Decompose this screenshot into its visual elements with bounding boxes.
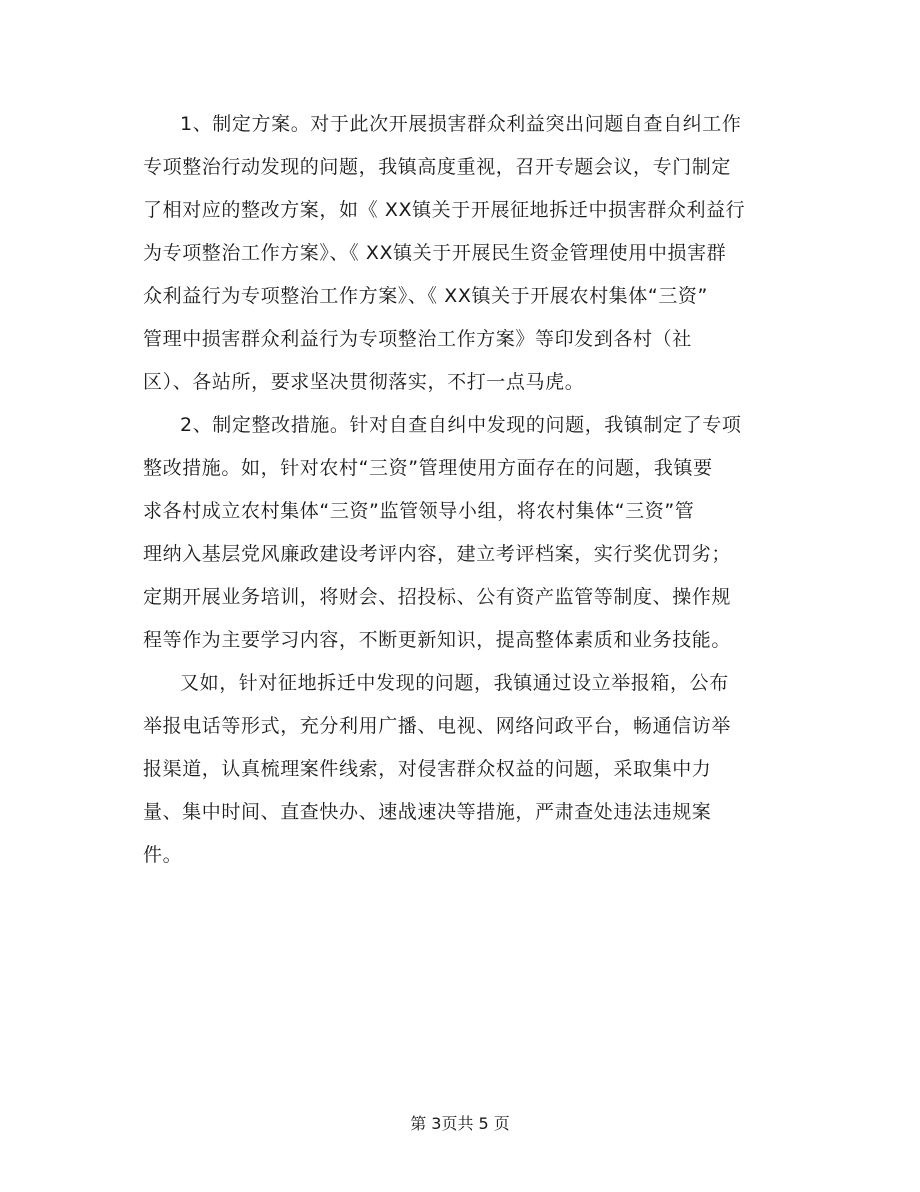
paragraph-2-line-4: 理纳入基层党风廉政建设考评内容，建立考评档案，实行奖优罚劣； bbox=[143, 543, 732, 565]
paragraph-3-line-3: 报渠道，认真梳理案件线索，对侵害群众权益的问题，采取集中力 bbox=[143, 758, 712, 780]
paragraph-1-line-4: 为专项整治工作方案》、《 XX镇关于开展民生资金管理使用中损害群 bbox=[143, 242, 727, 264]
paragraph-1-line-3: 了相对应的整改方案，如《 XX镇关于开展征地拆迁中损害群众利益行 bbox=[143, 199, 746, 221]
paragraph-2-line-6: 程等作为主要学习内容，不断更新知识，提高整体素质和业务技能。 bbox=[143, 629, 732, 651]
paragraph-1-line-6: 管理中损害群众利益行为专项整治工作方案》等印发到各村（社 bbox=[143, 328, 692, 350]
paragraph-1-line-5: 众利益行为专项整治工作方案》、《 XX镇关于开展农村集体“三资” bbox=[143, 285, 708, 307]
paragraph-3-line-1: 又如，针对征地拆迁中发现的问题，我镇通过设立举报箱，公布 bbox=[180, 672, 729, 694]
paragraph-3-line-2: 举报电话等形式，充分利用广播、电视、网络问政平台，畅通信访举 bbox=[143, 715, 732, 737]
paragraph-2-line-2: 整改措施。如，针对农村“三资”管理使用方面存在的问题，我镇要 bbox=[143, 457, 713, 479]
paragraph-2-line-5: 定期开展业务培训，将财会、招投标、公有资产监管等制度、操作规 bbox=[143, 586, 732, 608]
paragraph-1-line-7: 区）、各站所，要求坚决贯彻落实，不打一点马虎。 bbox=[143, 371, 585, 393]
page-footer: 第 3页共 5 页 bbox=[410, 1114, 510, 1133]
paragraph-2-line-1: 2、制定整改措施。针对自查自纠中发现的问题，我镇制定了专项 bbox=[180, 414, 742, 436]
paragraph-3-line-5: 件。 bbox=[143, 844, 183, 866]
paragraph-2-line-3: 求各村成立农村集体“三资”监管领导小组，将农村集体“三资”管 bbox=[143, 500, 695, 522]
paragraph-1-line-2: 专项整治行动发现的问题，我镇高度重视，召开专题会议，专门制定 bbox=[143, 156, 732, 178]
paragraph-3-line-4: 量、集中时间、直查快办、速战速决等措施，严肃查处违法违规案 bbox=[143, 801, 712, 823]
paragraph-1-line-1: 1、制定方案。对于此次开展损害群众利益突出问题自查自纠工作 bbox=[180, 113, 742, 135]
